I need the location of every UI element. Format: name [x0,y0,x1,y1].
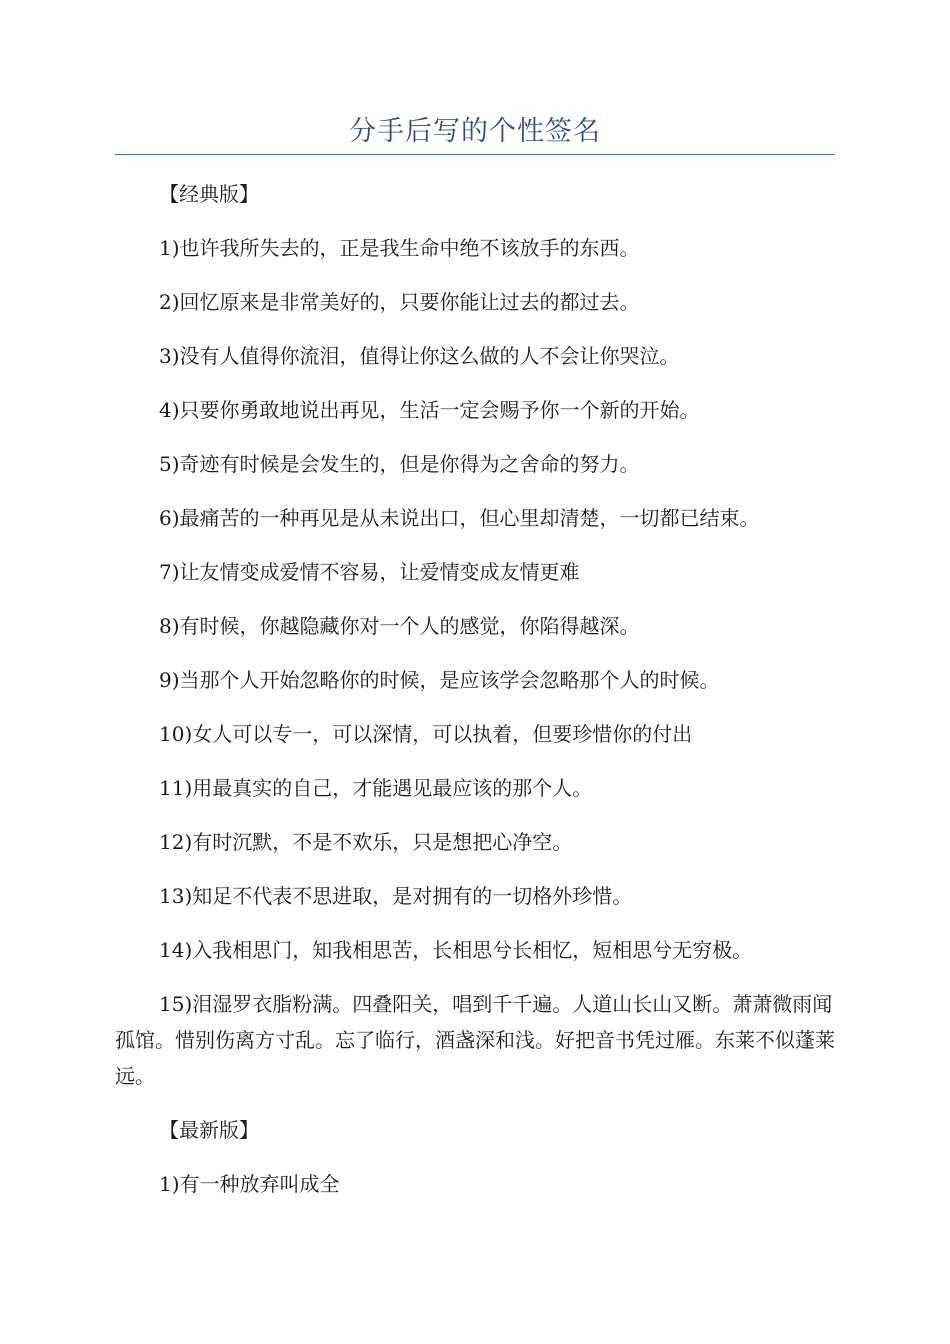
list-item: 15)泪湿罗衣脂粉满。四叠阳关，唱到千千遍。人道山长山又断。萧萧微雨闻孤馆。惜别伤离方寸乱。忘了临行，酒盏深和浅。好把音书凭过雁。东莱不似蓬莱远。 [115,992,835,1088]
list-item: 13)知足不代表不思进取，是对拥有的一切格外珍惜。 [159,884,633,908]
list-item: 4)只要你勇敢地说出再见，生活一定会赐予你一个新的开始。 [159,398,700,422]
list-item: 10)女人可以专一，可以深情，可以执着，但要珍惜你的付出 [159,722,693,746]
list-item: 1)也许我所失去的，正是我生命中绝不该放手的东西。 [159,236,640,260]
title-underline [115,154,835,155]
document-title: 分手后写的个性签名 [349,116,601,147]
list-item: 2)回忆原来是非常美好的，只要你能让过去的都过去。 [159,290,640,314]
section-heading-latest: 【最新版】 [159,1118,259,1142]
list-item: 14)入我相思门，知我相思苦，长相思兮长相忆，短相思兮无穷极。 [159,938,753,962]
list-item: 12)有时沉默，不是不欢乐，只是想把心净空。 [159,830,573,854]
list-item: 1)有一种放弃叫成全 [159,1172,340,1196]
document-body [115,176,835,1220]
list-item: 3)没有人值得你流泪，值得让你这么做的人不会让你哭泣。 [159,344,680,368]
list-item: 5)奇迹有时候是会发生的，但是你得为之舍命的努力。 [159,452,640,476]
list-item: 9)当那个人开始忽略你的时候，是应该学会忽略那个人的时候。 [159,668,720,692]
list-item: 11)用最真实的自己，才能遇见最应该的那个人。 [159,776,593,800]
list-item: 8)有时候，你越隐藏你对一个人的感觉，你陷得越深。 [159,614,640,638]
list-item: 7)让友情变成爱情不容易，让爱情变成友情更难 [159,560,580,584]
section-heading-classic: 【经典版】 [159,182,259,206]
list-item: 6)最痛苦的一种再见是从未说出口，但心里却清楚，一切都已结束。 [159,506,760,530]
